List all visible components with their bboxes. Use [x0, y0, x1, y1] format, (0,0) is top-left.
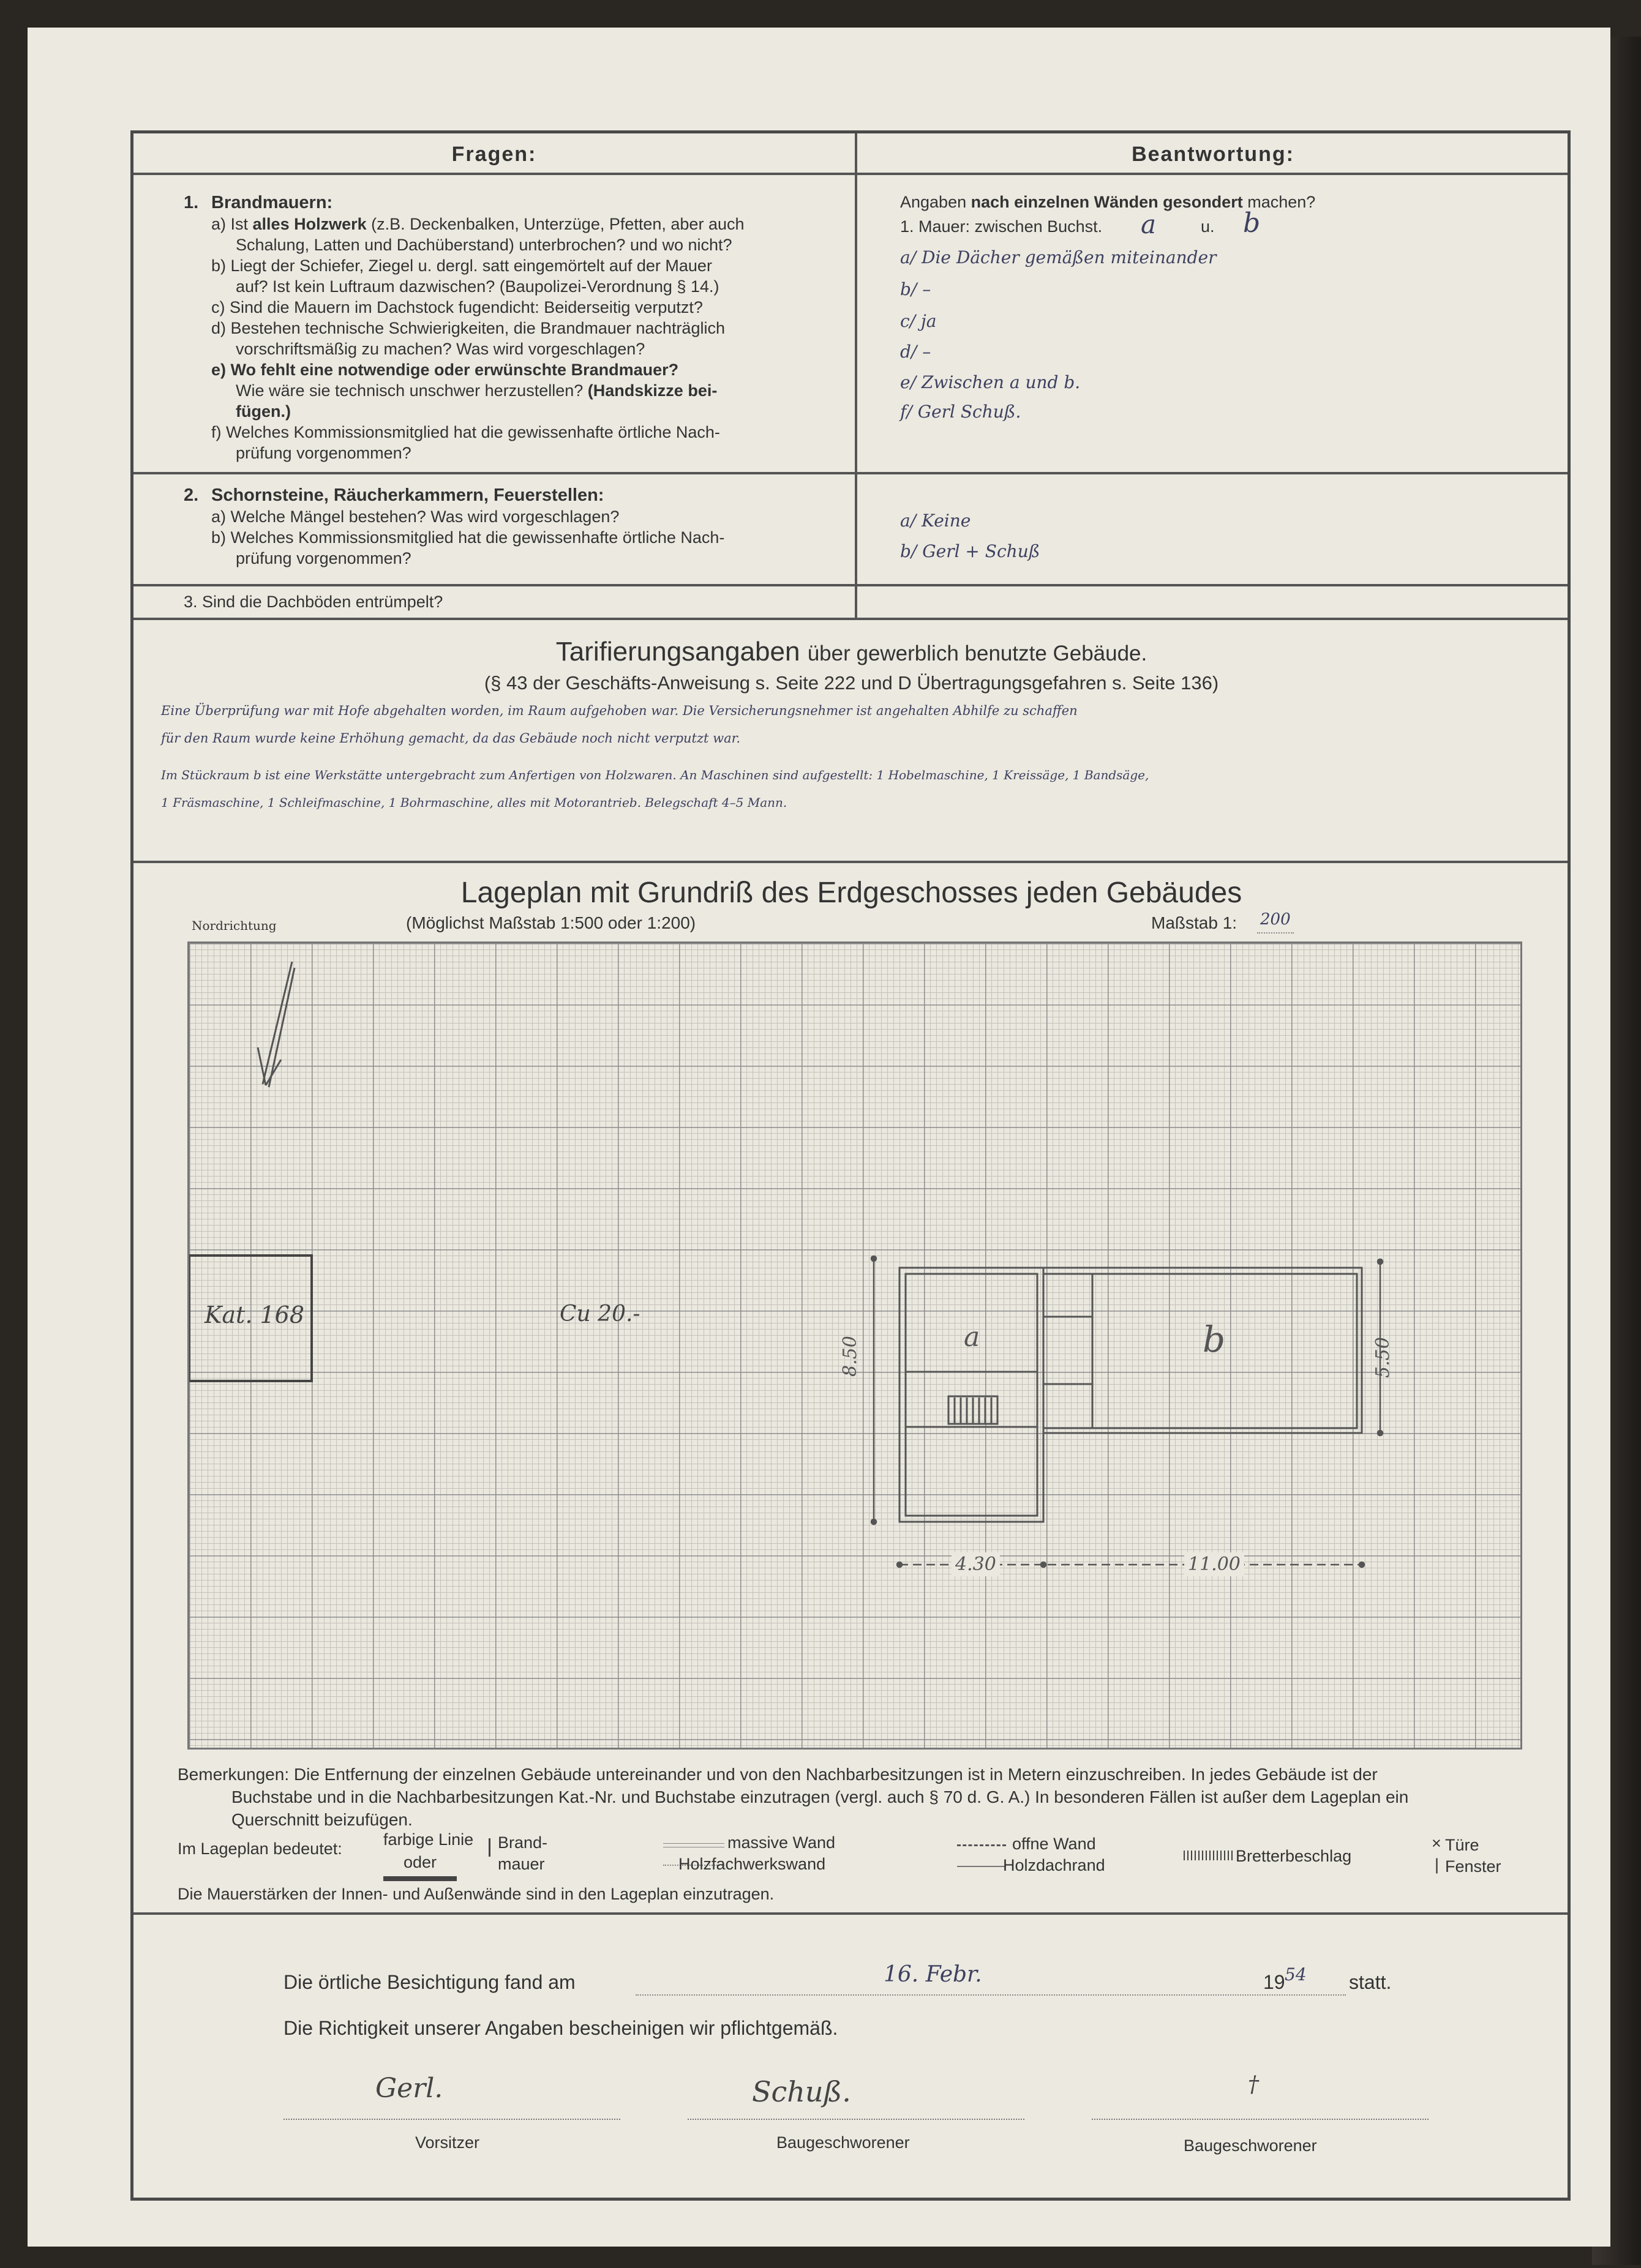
tarif-rule: [133, 861, 1568, 863]
signature-baugeschworener-1: Schuß.: [752, 2075, 851, 2108]
a1-hand-f: f/ Gerl Schuß.: [900, 402, 1021, 422]
q3-rule: [133, 618, 1568, 620]
q2-a: a) Welche Mängel bestehen? Was wird vorgeschlagen?: [211, 507, 620, 526]
year-prefix: 19: [1263, 1971, 1285, 1993]
q2-rule: [133, 584, 1568, 586]
offen-sample: [957, 1844, 1006, 1846]
q1-b2: auf? Ist kein Luftraum dazwischen? (Baupolizei-Verordnung § 14.): [236, 277, 719, 296]
sigline-1: [284, 2119, 620, 2120]
massstab-line: [1257, 932, 1294, 934]
dim-850: 8.50: [839, 1336, 861, 1377]
q1-e2: Wie wäre sie technisch unschwer herzustellen? (Handskizze bei-: [236, 381, 718, 400]
year-value: 54: [1285, 1964, 1307, 1985]
q2-b2: prüfung vorgenommen?: [236, 549, 411, 567]
role-vorsitzer: Vorsitzer: [415, 2133, 480, 2152]
tarif-subtitle: (§ 43 der Geschäfts-Anweisung s. Seite 222 und D Übertragungsgefahren s. Seite 136): [484, 672, 1219, 694]
q1-e3: fügen.): [236, 402, 291, 421]
fenster-icon: |: [1435, 1855, 1440, 1874]
a1-hand-d: d/ –: [900, 342, 931, 362]
legend-farbige: farbige Linie: [383, 1830, 474, 1849]
q2-b1: b) Welches Kommissionsmitglied hat die gewissenhafte örtliche Nach-: [211, 528, 725, 547]
q1-e1: e) Wo fehlt eine notwendige oder erwünschte Brandmauer?: [211, 361, 679, 379]
sigline-3: [1092, 2119, 1429, 2120]
besichtigung-date: 16. Febr.: [884, 1962, 982, 1987]
legend-tuere: Türe: [1445, 1836, 1479, 1854]
bemerk-l2: Buchstabe und in die Nachbarbesitzungen Kat.-Nr. und Buchstabe einzutragen (vergl. auch § 70 d. G. A.) In besonderen Fällen ist außer dem Lageplan ein: [231, 1787, 1409, 1806]
legend-rule: [133, 1912, 1568, 1915]
q1-d2: vorschriftsmäßig zu machen? Was wird vorgeschlagen?: [236, 340, 645, 358]
q1-number: 1.: [184, 193, 199, 212]
legend-fenster: Fenster: [1445, 1857, 1501, 1876]
a1-und: u.: [1201, 217, 1215, 236]
q1-c: c) Sind die Mauern im Dachstock fugendicht: Beiderseitig verputzt?: [211, 298, 703, 316]
besichtigung-label: Die örtliche Besichtigung fand am: [284, 1971, 576, 1993]
q2-number: 2.: [184, 485, 199, 505]
a1-buchst-b: b: [1243, 208, 1261, 239]
q1-f2: prüfung vorgenommen?: [236, 444, 411, 462]
legend-intro: Im Lageplan bedeutet:: [178, 1839, 342, 1858]
building-b-label: b: [1203, 1319, 1226, 1360]
kat-label: Kat. 168: [205, 1301, 305, 1328]
nord-label: Nordrichtung: [192, 918, 277, 933]
q1-f1: f) Welches Kommissionsmitglied hat die gewissenhafte örtliche Nach-: [211, 423, 720, 441]
form-frame: [130, 130, 1571, 2201]
tarif-title: Tarifierungsangaben über gewerblich benutzte Gebäude.: [555, 637, 1147, 667]
plan-grid: [187, 941, 1522, 1750]
sigline-2: [688, 2119, 1024, 2120]
tarif-hand-3: Im Stückraum b ist eine Werkstätte untergebracht zum Anfertigen von Holzwaren. An Maschinen sind aufgestellt: 1 Hobelmaschine, 1 Kreissäge, 1 Bandsäge,: [161, 768, 1149, 782]
legend-holzdach: Holzdachrand: [1003, 1856, 1105, 1874]
brandmauer-mark: [489, 1838, 490, 1857]
tuere-icon: ×: [1432, 1834, 1441, 1852]
brandmauer-sample: [383, 1876, 457, 1881]
tarif-hand-1: Eine Überprüfung war mit Hofe abgehalten worden, im Raum aufgehoben war. Die Versicherungsnehmer ist angehalten Abhilfe zu schaffen: [161, 703, 1078, 718]
q1-a2: Schalung, Latten und Dachüberstand) unterbrochen? und wo nicht?: [236, 236, 732, 254]
legend-holzfach: Holzfachwerkswand: [678, 1855, 826, 1873]
holzdach-sample: [957, 1866, 1006, 1867]
a1-hand-c: c/ ja: [900, 311, 937, 331]
bemerk-l3: Querschnitt beizufügen.: [231, 1810, 413, 1829]
header-rule: [133, 173, 1568, 175]
column-divider: [855, 133, 857, 620]
dim-1100: 11.00: [1184, 1552, 1244, 1576]
legend-mauerst: Die Mauerstärken der Innen- und Außenwände sind in den Lageplan einzutragen.: [178, 1885, 775, 1903]
tarif-hand-2: für den Raum wurde keine Erhöhung gemacht, da das Gebäude noch nicht verputzt war.: [161, 731, 741, 746]
legend-brand1: Brand-: [498, 1833, 548, 1852]
cu-label: Cu 20.-: [560, 1301, 640, 1327]
legend-bretter: Bretterbeschlag: [1236, 1847, 1352, 1865]
q1-b1: b) Liegt der Schiefer, Ziegel u. dergl. satt eingemörtelt auf der Mauer: [211, 256, 712, 275]
massstab-label: Maßstab 1:: [1151, 913, 1237, 932]
bretter-sample: [1184, 1851, 1233, 1860]
legend-offen: offne Wand: [1012, 1835, 1096, 1853]
building-a-label: a: [964, 1322, 980, 1353]
massiv-sample: [663, 1843, 724, 1847]
role-baugeschworener-2: Baugeschworener: [1184, 2136, 1317, 2155]
a1-hand-b: b/ –: [900, 279, 931, 299]
tarif-hand-4: 1 Fräsmaschine, 1 Schleifmaschine, 1 Bohrmaschine, alles mit Motorantrieb. Belegschaft 4–5 Mann.: [161, 795, 787, 810]
north-arrow: [258, 962, 295, 1087]
massstab-value: 200: [1260, 910, 1291, 929]
besichtigung-line: [636, 1994, 1346, 1996]
signature-vorsitzer: Gerl.: [375, 2073, 443, 2104]
a2-hand-b: b/ Gerl + Schuß: [900, 541, 1040, 561]
lageplan-subtitle: (Möglichst Maßstab 1:500 oder 1:200): [406, 913, 696, 932]
a1-line2: 1. Mauer: zwischen Buchst.: [900, 217, 1103, 236]
a1-buchst-a: a: [1141, 209, 1157, 239]
q1-a: a) Ist alles Holzwerk (z.B. Deckenbalken, Unterzüge, Pfetten, aber auch: [211, 215, 745, 233]
role-baugeschworener-1: Baugeschworener: [776, 2133, 910, 2152]
a1-line1: Angaben nach einzelnen Wänden gesondert machen?: [900, 193, 1316, 211]
dim-550: 5.50: [1372, 1337, 1394, 1378]
statt-label: statt.: [1349, 1971, 1392, 1993]
q3-text: 3. Sind die Dachböden entrümpelt?: [184, 593, 443, 611]
a1-hand-a: a/ Die Dächer gemäßen miteinander: [900, 247, 1217, 268]
header-beantwortung: Beantwortung:: [1132, 143, 1294, 166]
building-a: [899, 1268, 1043, 1522]
a1-hand-e: e/ Zwischen a und b.: [900, 372, 1081, 392]
q1-d1: d) Bestehen technische Schwierigkeiten, die Brandmauer nachträglich: [211, 319, 725, 337]
lageplan-title: Lageplan mit Grundriß des Erdgeschosses jeden Gebäudes: [460, 877, 1242, 909]
a2-hand-a: a/ Keine: [900, 511, 971, 531]
signature-baugeschworener-2: †: [1248, 2072, 1259, 2097]
q1-rule: [133, 472, 1568, 474]
document-sheet: [28, 28, 1610, 2247]
bemerk-l1: Bemerkungen: Die Entfernung der einzelnen Gebäude untereinander und von den Nachbarbesitzungen ist in Metern einzuschreiben. In jedes Gebäude ist der: [178, 1765, 1378, 1784]
richtigkeit-text: Die Richtigkeit unserer Angaben bescheinigen wir pflichtgemäß.: [284, 2017, 838, 2039]
legend-oder: oder: [403, 1853, 437, 1871]
q1-title: Brandmauern:: [211, 193, 333, 212]
q2-title: Schornsteine, Räucherkammern, Feuerstellen:: [211, 485, 604, 505]
header-fragen: Fragen:: [451, 143, 537, 166]
dim-430: 4.30: [952, 1552, 1000, 1576]
legend-brand2: mauer: [498, 1855, 545, 1873]
legend-massiv: massive Wand: [727, 1833, 836, 1852]
